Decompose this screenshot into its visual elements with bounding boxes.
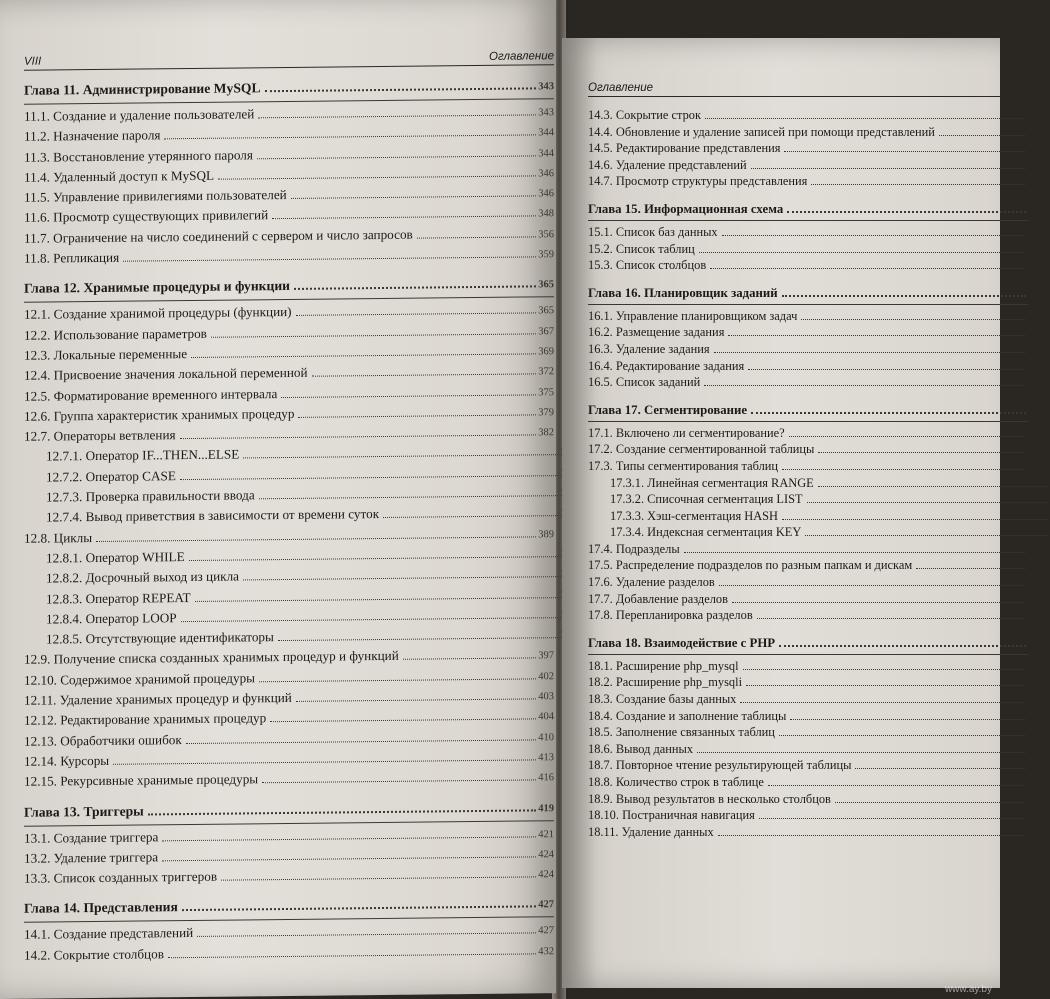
toc-entry-label: 11.8. Репликация — [24, 249, 120, 266]
dot-leader — [746, 685, 1026, 686]
toc-entry-label: Глава 15. Информационная схема — [588, 201, 784, 216]
toc-entry-label: 14.1. Создание представлений — [24, 925, 194, 943]
dot-leader — [732, 602, 1026, 603]
dot-leader — [296, 698, 536, 702]
toc-entry — [24, 244, 554, 270]
dot-leader — [113, 759, 536, 764]
toc-entry — [588, 491, 1050, 508]
toc-entry — [24, 941, 554, 967]
dot-leader — [164, 135, 536, 140]
toc-entry — [588, 591, 1028, 608]
dot-leader — [265, 87, 537, 92]
toc-entry — [24, 864, 554, 890]
dot-leader — [281, 394, 536, 398]
toc-entry-label: 12.7. Операторы ветвления — [24, 427, 176, 444]
toc-entry-label: 14.4. Обновление и удаление записей при помощи представлений — [588, 124, 935, 139]
toc-entry-label: 14.7. Просмотр структуры представления — [588, 174, 808, 189]
toc-entry-label: 11.7. Ограничение на число соединений с сервером и число запросов — [24, 226, 413, 246]
toc-entry-label: 12.3. Локальные переменные — [24, 346, 188, 363]
toc-entry — [588, 157, 1028, 174]
toc-entry-label: 12.4. Присвоение значения локальной переменной — [24, 365, 308, 384]
dot-leader — [784, 151, 1026, 152]
dot-leader — [296, 313, 537, 317]
toc-chapter — [24, 894, 554, 924]
toc-chapter — [24, 274, 554, 304]
toc-entry — [588, 124, 1028, 141]
dot-leader — [181, 617, 559, 622]
dot-leader — [298, 414, 536, 417]
dot-leader — [259, 678, 536, 682]
toc-entry-label: 12.7.4. Вывод приветствия в зависимости от времени суток — [46, 506, 380, 525]
toc-page-number: 416 — [538, 772, 554, 784]
toc-chapter — [24, 797, 554, 827]
toc-entry-label: 16.5. Список заданий — [588, 375, 701, 390]
dot-leader — [403, 658, 536, 660]
toc-page-number: 343 — [538, 81, 554, 93]
dot-leader — [811, 184, 1026, 185]
toc-entry-label: 12.8.5. Отсутствующие идентификаторы — [46, 629, 274, 647]
dot-leader — [759, 818, 1026, 819]
toc-entry-label: 17.3.1. Линейная сегментация RANGE — [610, 475, 814, 490]
dot-leader — [718, 835, 1026, 836]
toc-page-number: 343 — [538, 107, 554, 119]
toc-entry-label: 11.5. Управление привилегиями пользователей — [24, 187, 287, 205]
toc-page-number: 427 — [538, 925, 554, 937]
toc-entry — [588, 741, 1028, 758]
toc-entry — [588, 607, 1028, 624]
dot-leader — [684, 552, 1026, 553]
dot-leader — [270, 719, 536, 723]
toc-entry-label: 16.3. Удаление задания — [588, 341, 710, 356]
dot-leader — [714, 352, 1026, 353]
toc-page-number: 369 — [538, 346, 554, 358]
dot-leader — [168, 953, 536, 958]
dot-leader — [96, 536, 536, 542]
dot-leader — [294, 286, 536, 291]
toc-entry — [588, 241, 1028, 258]
toc-entry-label: 18.5. Заполнение связанных таблиц — [588, 725, 775, 740]
toc-entry — [588, 173, 1028, 190]
dot-leader — [259, 495, 559, 499]
dot-leader — [787, 211, 1026, 213]
toc-page-number: 372 — [538, 366, 554, 378]
toc-entry-label: Глава 17. Сегментирование — [588, 402, 748, 417]
toc-entry-label: 18.11. Удаление данных — [588, 824, 714, 839]
toc-page-number: 367 — [538, 325, 554, 338]
running-head — [588, 82, 1028, 97]
dot-leader — [180, 435, 537, 440]
toc-page-number: 379 — [538, 407, 554, 419]
toc-entry-label: 13.1. Создание триггера — [24, 828, 159, 846]
dot-leader — [243, 576, 558, 580]
toc-entry-label: 12.12. Редактирование хранимых процедур — [24, 710, 267, 729]
dot-leader — [278, 637, 558, 641]
dot-leader — [916, 568, 1026, 569]
dot-leader — [789, 436, 1026, 437]
toc-entry — [588, 341, 1028, 358]
toc-page-number: 375 — [538, 386, 554, 398]
dot-leader — [383, 515, 558, 518]
dot-leader — [186, 739, 536, 744]
page-number: VIII — [24, 55, 42, 68]
dot-leader — [123, 256, 536, 261]
toc-entry-label: 16.2. Размещение задания — [588, 325, 725, 340]
toc-entry-label: Глава 12. Хранимые процедуры и функции — [24, 278, 290, 297]
dot-leader — [743, 669, 1026, 670]
dot-leader — [782, 295, 1026, 297]
toc-page-number: 389 — [538, 528, 554, 541]
toc-entry-label: 12.2. Использование параметров — [24, 325, 207, 343]
toc-entry-label: 11.6. Просмотр существующих привилегий — [24, 207, 269, 226]
toc-entry — [588, 541, 1028, 558]
toc-entry — [588, 107, 1028, 124]
toc-page-number: 348 — [538, 208, 554, 220]
toc-entry-label: 18.8. Количество строк в таблице — [588, 775, 764, 789]
toc-entry-label: 14.6. Удаление представлений — [588, 157, 747, 172]
toc-entry-label: 12.8.3. Оператор REPEAT — [46, 589, 191, 607]
toc-entry-label: 12.8.2. Досрочный выход из цикла — [46, 568, 240, 586]
dot-leader — [748, 369, 1026, 370]
toc-entry-label: 17.3.4. Индексная сегментация KEY — [610, 525, 802, 540]
toc-entry-label: Глава 11. Администрирование MySQL — [24, 80, 261, 98]
dot-leader — [751, 412, 1026, 414]
dot-leader — [262, 780, 536, 784]
toc-chapter — [588, 634, 1028, 655]
dot-leader — [710, 268, 1026, 269]
toc-entry-label: 17.2. Создание сегментированной таблицы — [588, 442, 815, 457]
toc-page-number: 427 — [538, 899, 554, 911]
dot-leader — [818, 452, 1026, 453]
toc-page-number: 365 — [538, 305, 554, 317]
toc-entry-label: 17.3.3. Хэш-сегментация HASH — [610, 508, 779, 523]
toc-entry-label: 14.2. Сокрытие столбцов — [24, 945, 164, 963]
dot-leader — [291, 196, 537, 200]
toc-page-number: 404 — [538, 711, 554, 723]
toc-entry — [588, 574, 1028, 591]
dot-leader — [728, 335, 1026, 336]
toc-entry-label: 15.2. Список таблиц — [588, 241, 695, 256]
toc-entry-label: 18.10. Постраничная навигация — [588, 808, 755, 823]
toc-entry — [588, 475, 1050, 492]
dot-leader — [699, 252, 1026, 253]
dot-leader — [751, 168, 1026, 169]
toc-entry-label: 12.8.4. Оператор LOOP — [46, 609, 177, 627]
toc-entry-label: 16.4. Редактирование задания — [588, 358, 745, 373]
running-title: Оглавление — [489, 50, 554, 63]
toc-entry-label: 14.3. Сокрытие строк — [588, 108, 701, 122]
toc-entry — [588, 807, 1028, 824]
dot-leader — [779, 645, 1026, 647]
dot-leader — [782, 519, 1048, 520]
dot-leader — [189, 556, 559, 561]
dot-leader — [312, 374, 537, 377]
toc-entry-label: 12.5. Форматирование временного интервала — [24, 385, 278, 404]
toc-entry-label: 12.8. Циклы — [24, 529, 93, 546]
toc-entry — [588, 674, 1028, 691]
toc-entry-label: 18.7. Повторное чтение результирующей таблицы — [588, 758, 852, 773]
dot-leader — [697, 752, 1026, 753]
toc-page-number: 382 — [538, 427, 554, 439]
dot-leader — [148, 809, 536, 815]
toc-page-number: 356 — [538, 228, 554, 241]
dot-leader — [722, 235, 1026, 236]
dot-leader — [740, 702, 1026, 703]
toc-entry-label: 17.4. Подразделы — [588, 541, 680, 556]
dot-leader — [801, 319, 1026, 320]
dot-leader — [180, 475, 558, 480]
toc-entry-label: 17.5. Распределение подразделов по разным папкам и дискам — [588, 558, 913, 573]
toc-chapter — [24, 75, 554, 105]
toc-page-number: 424 — [538, 869, 554, 881]
dot-leader — [705, 118, 1026, 119]
dot-leader — [258, 114, 536, 118]
toc-entry-label: 17.7. Добавление разделов — [588, 591, 728, 606]
toc-chapter — [588, 200, 1028, 221]
toc-page-number: 344 — [538, 147, 554, 159]
toc-entry-label: 12.9. Получение списка созданных хранимых процедур и функций — [24, 648, 399, 668]
toc-entry-label: 12.6. Группа характеристик хранимых процедур — [24, 405, 295, 424]
toc-entry — [588, 140, 1028, 157]
toc-chapter — [588, 401, 1028, 422]
toc-entry-label: 12.11. Удаление хранимых процедур и функций — [24, 689, 292, 708]
toc-entry — [588, 824, 1028, 841]
toc-entry — [24, 767, 554, 793]
toc-entry — [588, 658, 1028, 675]
dot-leader — [790, 719, 1026, 720]
toc-entry-label: 14.5. Редактирование представления — [588, 141, 781, 156]
toc-entry — [588, 508, 1050, 525]
toc-page-number: 365 — [538, 279, 554, 291]
right-page — [562, 38, 1000, 988]
toc-entry-label: 12.14. Курсоры — [24, 752, 110, 769]
dot-leader — [757, 618, 1026, 619]
toc-entry-label: 18.2. Расширение php_mysqli — [588, 675, 743, 690]
toc-entry-label: 18.9. Вывод результатов в несколько столбцов — [588, 791, 831, 806]
toc-entry — [588, 757, 1028, 774]
dot-leader — [243, 455, 558, 459]
toc-entry-label: 18.3. Создание базы данных — [588, 692, 737, 707]
toc-entry-label: 15.3. Список столбцов — [588, 258, 707, 273]
toc-entry-label: 12.7.3. Проверка правильности ввода — [46, 487, 255, 505]
toc-entry — [588, 224, 1028, 241]
toc-page-number: 413 — [538, 752, 554, 764]
toc-entry-label: 11.2. Назначение пароля — [24, 127, 161, 145]
toc-entry-label: 18.4. Создание и заполнение таблицы — [588, 708, 787, 723]
toc-page-number: 419 — [538, 802, 554, 814]
toc-page-number: 403 — [538, 691, 554, 703]
dot-leader — [807, 502, 1048, 503]
dot-leader — [818, 486, 1048, 487]
toc-page-number: 344 — [538, 127, 554, 139]
toc-page-number: 421 — [538, 828, 554, 840]
table-of-contents — [588, 107, 1000, 840]
dot-leader — [704, 385, 1026, 386]
watermark: www.ay.by — [944, 984, 992, 995]
toc-entry — [588, 691, 1028, 708]
toc-entry-label: 13.2. Удаление триггера — [24, 849, 159, 866]
dot-leader — [221, 876, 536, 880]
toc-entry — [588, 441, 1028, 458]
toc-entry-label: 12.13. Обработчики ошибок — [24, 731, 182, 749]
toc-entry-label: 12.7.2. Оператор CASE — [46, 467, 176, 485]
toc-page-number: 346 — [538, 188, 554, 200]
toc-entry-label: Глава 16. Планировщик заданий — [588, 285, 778, 300]
dot-leader — [835, 802, 1026, 803]
toc-entry — [588, 557, 1028, 574]
toc-entry-label: 17.6. Удаление разделов — [588, 575, 715, 590]
toc-page-number: 424 — [538, 848, 554, 861]
toc-entry — [588, 791, 1028, 808]
dot-leader — [182, 906, 536, 912]
toc-entry — [588, 724, 1028, 741]
toc-entry-label: Глава 18. Взаимодействие с PHP — [588, 635, 776, 650]
dot-leader — [191, 353, 536, 358]
dot-leader — [939, 135, 1026, 136]
toc-entry — [588, 324, 1028, 341]
running-title: Оглавление — [588, 82, 653, 94]
toc-entry-label: 17.8. Перепланировка разделов — [588, 608, 753, 623]
toc-entry-label: 11.3. Восстановление утерянного пароля — [24, 146, 253, 165]
toc-entry-label: 12.15. Рекурсивные хранимые процедуры — [24, 771, 259, 789]
toc-entry-label: 18.6. Вывод данных — [588, 741, 694, 756]
toc-entry — [588, 358, 1028, 375]
toc-page-number: 359 — [538, 249, 554, 261]
dot-leader — [768, 785, 1026, 786]
dot-leader — [272, 216, 536, 220]
dot-leader — [779, 735, 1026, 736]
toc-chapter — [588, 284, 1028, 305]
dot-leader — [805, 535, 1048, 536]
toc-entry-label: 12.8.1. Оператор WHILE — [46, 549, 185, 566]
toc-entry-label: 11.4. Удаленный доступ к MySQL — [24, 167, 215, 185]
toc-entry — [588, 425, 1028, 442]
dot-leader — [211, 333, 536, 337]
dot-leader — [162, 836, 536, 841]
toc-entry-label: 12.7.1. Оператор IF...THEN...ELSE — [46, 446, 240, 464]
dot-leader — [162, 856, 536, 861]
dot-leader — [257, 155, 536, 159]
toc-entry — [588, 708, 1028, 725]
dot-leader — [855, 768, 1026, 769]
toc-entry-label: 11.1. Создание и удаление пользователей — [24, 106, 255, 124]
toc-entry — [588, 524, 1050, 541]
toc-entry-label: 18.1. Расширение php_mysql — [588, 658, 739, 673]
toc-page-number: 410 — [538, 731, 554, 743]
toc-entry-label: 17.3.2. Списочная сегментация LIST — [610, 492, 803, 507]
dot-leader — [417, 236, 536, 238]
toc-entry-label: 17.1. Включено ли сегментирование? — [588, 425, 785, 440]
toc-entry-label: 15.1. Список баз данных — [588, 224, 718, 239]
dot-leader — [197, 933, 536, 938]
toc-page-number: 346 — [538, 168, 554, 180]
toc-entry — [588, 774, 1028, 791]
toc-entry-label: 12.1. Создание хранимой процедуры (функции) — [24, 304, 292, 323]
toc-entry-label: 13.3. Список созданных триггеров — [24, 868, 218, 886]
running-head — [24, 50, 554, 71]
dot-leader — [782, 469, 1026, 470]
toc-page-number: 402 — [538, 670, 554, 683]
toc-entry — [588, 308, 1028, 325]
dot-leader — [218, 175, 536, 179]
toc-entry-label: Глава 13. Триггеры — [24, 802, 144, 820]
toc-entry-label: Глава 14. Представления — [24, 899, 178, 917]
toc-entry-label: 17.3. Типы сегментирования таблиц — [588, 458, 779, 473]
toc-page-number: 397 — [538, 650, 554, 662]
toc-entry — [588, 257, 1028, 274]
table-of-contents — [24, 75, 556, 967]
toc-entry-label: 12.10. Содержимое хранимой процедуры — [24, 670, 256, 688]
toc-page-number: 432 — [538, 945, 554, 958]
toc-entry-label: 16.1. Управление планировщиком задач — [588, 308, 798, 323]
dot-leader — [195, 597, 559, 602]
toc-entry — [588, 374, 1028, 391]
toc-entry — [588, 458, 1028, 475]
dot-leader — [719, 585, 1026, 586]
